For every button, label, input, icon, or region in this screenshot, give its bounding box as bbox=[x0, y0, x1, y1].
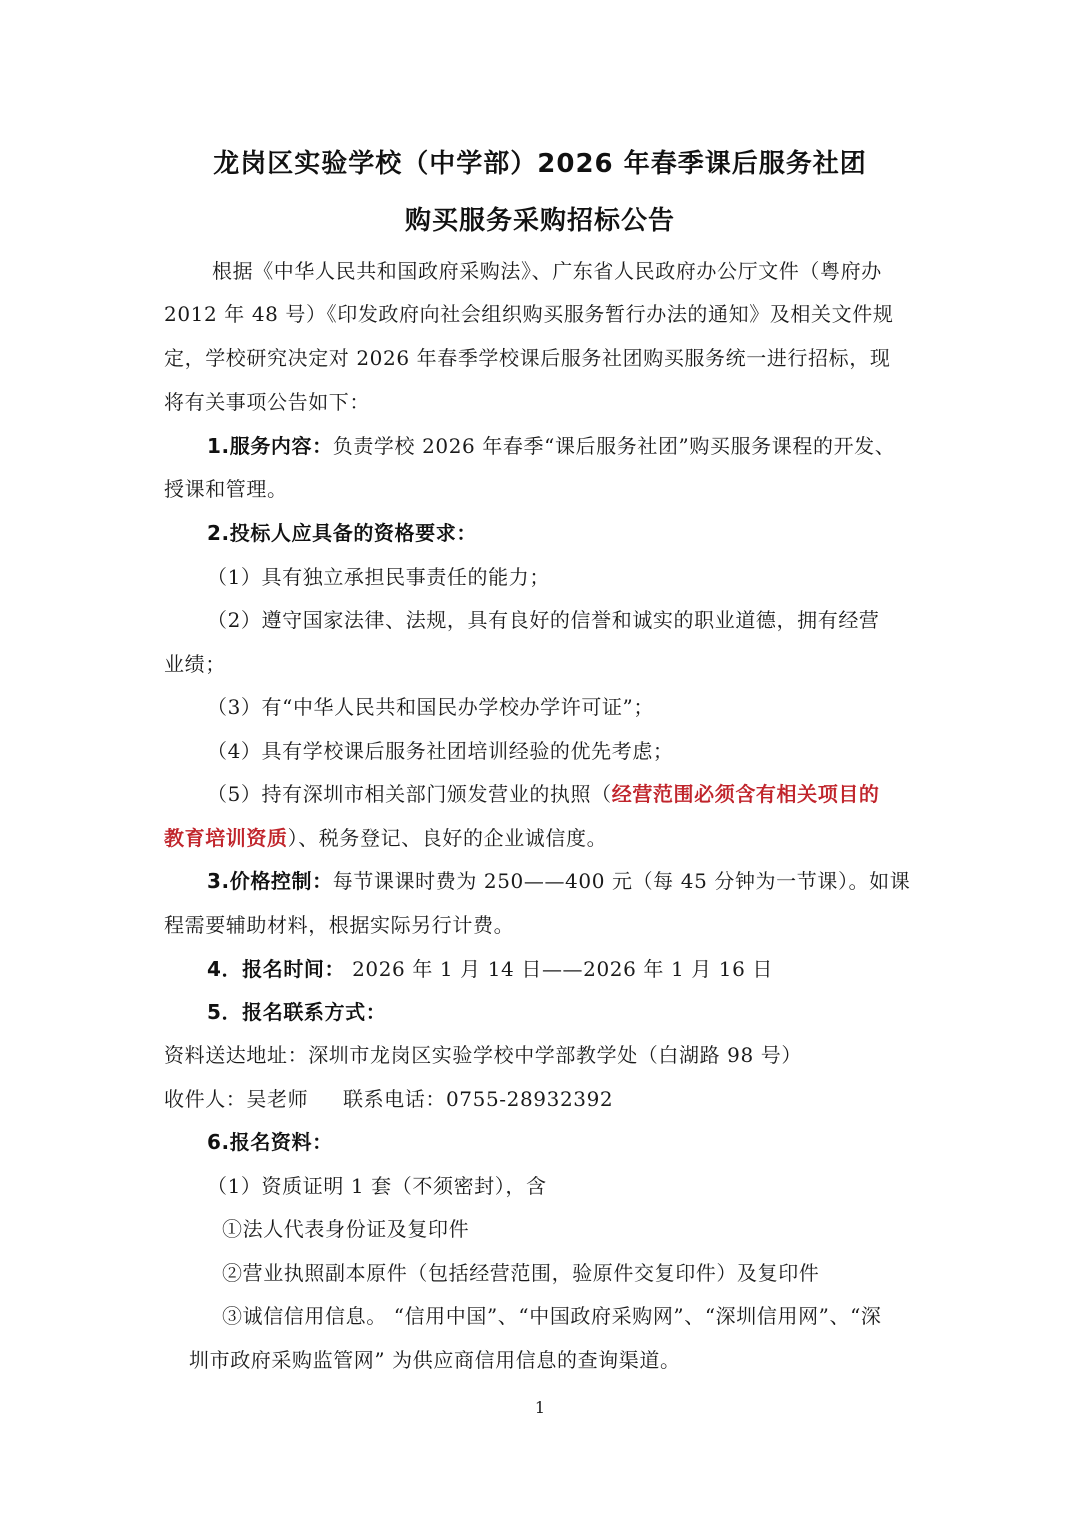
section-6-heading: 6.报名资料： bbox=[207, 1130, 333, 1154]
section-2-item-2-line-2: 业绩； bbox=[164, 652, 226, 676]
section-2-item-4: （4）具有学校课后服务社团培训经验的优先考虑； bbox=[207, 739, 674, 763]
section-2-item-5-text-cont: ）、税务登记、良好的企业诚信度。 bbox=[287, 826, 608, 850]
section-6-item-1: （1）资质证明 1 套（不须密封），含 bbox=[207, 1174, 547, 1198]
intro-line-2: 2012 年 48 号）《印发政府向社会组织购买服务暂行办法的通知》及相关文件规 bbox=[164, 302, 894, 326]
section-2-item-5-line-1 bbox=[207, 780, 880, 808]
section-2-item-5-highlight-cont: 教育培训资质 bbox=[164, 826, 288, 850]
title-line-1: 龙岗区实验学校（中学部）2026 年春季课后服务社团 bbox=[213, 149, 867, 179]
section-4-heading: 4．报名时间： bbox=[207, 957, 346, 981]
section-2-item-5-highlight: 经营范围必须含有相关项目的 bbox=[611, 782, 880, 806]
section-3-line-1 bbox=[207, 867, 910, 895]
section-6-sub-1: ①法人代表身份证及复印件 bbox=[222, 1217, 470, 1241]
intro-line-4: 将有关事项公告如下： bbox=[164, 390, 370, 414]
section-1-line-2: 授课和管理。 bbox=[164, 477, 288, 501]
section-3-heading: 3.价格控制： bbox=[207, 869, 333, 893]
title-line-2: 购买服务采购招标公告 bbox=[404, 206, 675, 236]
section-1-heading: 1.服务内容： bbox=[207, 434, 333, 458]
section-3-text: 每节课课时费为 250——400 元（每 45 分钟为一节课）。如课 bbox=[332, 869, 911, 893]
section-2-item-5-text: （5）持有深圳市相关部门颁发营业的执照（ bbox=[207, 782, 612, 806]
section-6-sub-3-line-1: ③诚信信用信息。 “信用中国”、“中国政府采购网”、“深圳信用网”、“深 bbox=[222, 1304, 882, 1328]
section-6-sub-2: ②营业执照副本原件（包括经营范围，验原件交复印件）及复印件 bbox=[222, 1261, 820, 1285]
intro-line-3: 定，学校研究决定对 2026 年春季学校课后服务社团购买服务统一进行招标，现 bbox=[164, 346, 891, 370]
section-4-value: 2026 年 1 月 14 日——2026 年 1 月 16 日 bbox=[345, 957, 774, 981]
section-1-line-1 bbox=[207, 432, 895, 460]
section-2-heading: 2.投标人应具备的资格要求： bbox=[207, 521, 477, 545]
section-2-item-3: （3）有“中华人民共和国民办学校办学许可证”； bbox=[207, 695, 654, 719]
section-2-item-2-line-1: （2）遵守国家法律、法规，具有良好的信誉和诚实的职业道德，拥有经营 bbox=[207, 608, 880, 632]
section-3-line-2: 程需要辅助材料，根据实际另行计费。 bbox=[164, 913, 515, 937]
intro-line-1: 根据《中华人民共和国政府采购法》、广东省人民政府办公厅文件（粤府办 bbox=[212, 259, 882, 283]
section-1-text: 负责学校 2026 年春季“课后服务社团”购买服务课程的开发、 bbox=[332, 434, 896, 458]
section-2-item-5-line-2 bbox=[164, 824, 607, 852]
section-5-address: 资料送达地址：深圳市龙岗区实验学校中学部教学处（白湖路 98 号） bbox=[164, 1043, 802, 1067]
page-number: 1 bbox=[534, 1398, 546, 1417]
section-2-item-1: （1）具有独立承担民事责任的能力； bbox=[207, 565, 550, 589]
section-5-heading: 5．报名联系方式： bbox=[207, 1000, 387, 1024]
section-5-contact: 收件人：吴老师 联系电话：0755-28932392 bbox=[164, 1087, 614, 1111]
section-6-sub-3-line-2: 圳市政府采购监管网” 为供应商信用信息的查询渠道。 bbox=[189, 1348, 681, 1372]
section-4-line bbox=[207, 955, 773, 983]
